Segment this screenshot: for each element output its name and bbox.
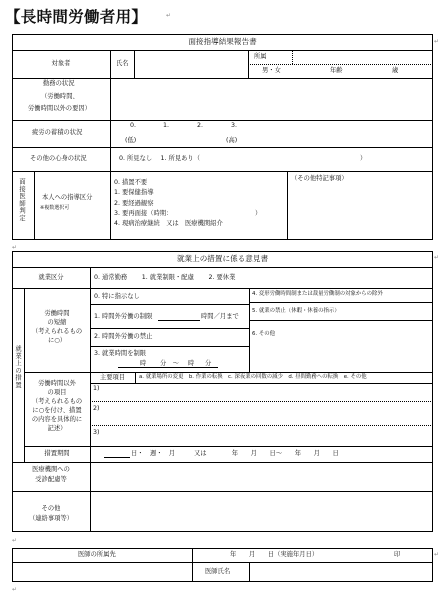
mental-label: その他の心身の状況 [30,155,87,162]
paragraph-mark-icon: ↵ [166,12,172,19]
fatigue-low: (低) [125,137,137,144]
measure-row-2[interactable]: 2) [93,405,100,412]
paragraph-mark-icon: ↵ [12,586,18,593]
notes-field[interactable] [94,494,430,529]
notes-label-1: その他 [41,505,61,512]
other-label-2: の項目 [47,389,67,396]
measure-row-3[interactable]: 3) [93,429,100,436]
guidance-label: 本人への指導区分 [42,194,93,201]
period-duration-field[interactable] [104,457,130,458]
fatigue-scale-2[interactable]: 2. [197,122,204,129]
paragraph-mark-icon: ↵ [12,244,18,251]
hours-option-3[interactable]: 3. 就業時間を制限 [94,350,147,357]
work-status-label: 勤務の状況 [43,80,75,87]
right-option-5[interactable]: 5. 就業の禁止（休暇・休養の指示） [252,308,340,314]
category-options[interactable]: 0. 通常勤務 1. 就業制限・配慮 2. 要休業 [94,274,236,281]
guidance-option-2[interactable]: 2. 要経過観察 [114,200,154,207]
name-label: 氏名 [116,60,129,67]
name-field[interactable] [140,56,244,72]
guidance-close: ） [255,210,262,217]
mental-close: ） [360,155,367,162]
main-items-options[interactable]: a. 就業場所の変更 b. 作業の転換 c. 深夜業の回数の減少 d. 昼間勤務への転換 e. その他 [139,374,367,380]
hours-option-1-unit: 時間／月まで [201,313,239,320]
fatigue-high: (高) [226,137,238,144]
affiliation-label: 医師の所属先 [78,551,116,558]
cell-mark-icon: ↵ [434,38,440,45]
cell-mark-icon: ↵ [434,551,440,558]
work-measures-vertical: 就業上の措置 [14,345,21,389]
cell-mark-icon: ↵ [434,254,440,261]
time-min-2: 分 [205,360,212,367]
right-option-6[interactable]: 6. その他 [252,331,276,337]
other-label-1: 労働時間以外 [38,380,76,387]
special-notes-field[interactable] [291,186,429,236]
medical-label-2: 受診配慮等 [35,476,67,483]
doctor-name-label: 医師氏名 [205,568,231,575]
fatigue-label: 疲労の蓄積の状況 [32,129,83,136]
fatigue-scale-3[interactable]: 3. [231,122,238,129]
work-status-line2: （労働時間、 [41,93,79,100]
work-measures-heading: 就業上の措置に係る意見書 [176,254,269,263]
time-hour-2: 時 [188,360,195,367]
guidance-note: ※複数選択可 [40,205,70,211]
guidance-option-4[interactable]: 4. 現病治療継続 又は 医療機関紹介 [114,220,223,227]
period-text[interactable]: 日・ 週・ 月 又は 年 月 日～ 年 月 日 [131,450,339,457]
main-items-label: 主要項目 [99,374,126,381]
fatigue-scale-1[interactable]: 1. [163,122,170,129]
other-label-5: の内容を具体的に [31,416,83,423]
hours-label-3: （考えられるもの [31,328,83,335]
measure-row-1[interactable]: 1) [93,385,100,392]
hours-label-2: の短縮 [47,319,67,326]
gender-options[interactable]: 男・女 [262,67,281,74]
guidance-option-0[interactable]: 0. 措置不要 [114,179,148,186]
department-field[interactable] [294,52,430,63]
mental-options[interactable]: 0. 所見なし 1. 所見あり（ [119,155,200,162]
period-label: 措置期間 [44,450,70,457]
work-status-line3: 労働時間以外の要因） [28,105,91,112]
medical-field[interactable] [94,465,430,488]
exam-date-label: 年 月 日（実施年月日） [230,551,319,558]
paragraph-mark-icon: ↵ [12,537,18,544]
seal-label: 印 [394,551,401,558]
category-label: 就業区分 [38,274,64,281]
age-unit: 歳 [392,67,399,74]
special-notes-label: （その他特記事項） [291,175,348,182]
doctor-name-field[interactable] [253,565,429,579]
doctor-judgement-vertical: 面接医師判定 [18,178,25,222]
guidance-option-1[interactable]: 1. 要保健指導 [114,189,154,196]
age-label: 年齢 [330,67,343,74]
time-min-1: 分 ～ [160,360,179,367]
right-option-4[interactable]: 4. 変形労働時間制または裁量労働制の対象からの除外 [252,291,383,297]
work-status-field[interactable] [114,82,430,116]
work-time-range-field[interactable] [118,367,218,368]
hours-option-2[interactable]: 2. 時間外労働の禁止 [94,333,153,340]
other-label-6: 記述） [47,425,67,432]
interview-report-heading: 面接指導結果報告書 [188,37,257,46]
hours-option-1[interactable]: 1. 時間外労働の制限 [94,313,153,320]
overtime-limit-field[interactable] [158,320,200,321]
page-title: 【長時間労働者用】 [5,8,148,26]
guidance-option-3[interactable]: 3. 要再面接（時期： [114,210,173,217]
other-label-4: に○を付け、措置 [32,407,82,414]
time-hour-1: 時 [140,360,147,367]
notes-label-2: （連絡事項等） [28,515,74,522]
subject-label: 対象者 [51,60,71,67]
medical-label-1: 医療機関への [32,466,70,473]
hours-label-4: に○） [47,337,67,344]
fatigue-scale-0[interactable]: 0. [130,122,137,129]
hours-label-1: 労働時間 [44,310,70,317]
department-label: 所属 [254,53,267,60]
hours-option-0[interactable]: 0. 特に指示なし [94,293,140,300]
other-label-3: （考えられるもの [31,398,83,405]
